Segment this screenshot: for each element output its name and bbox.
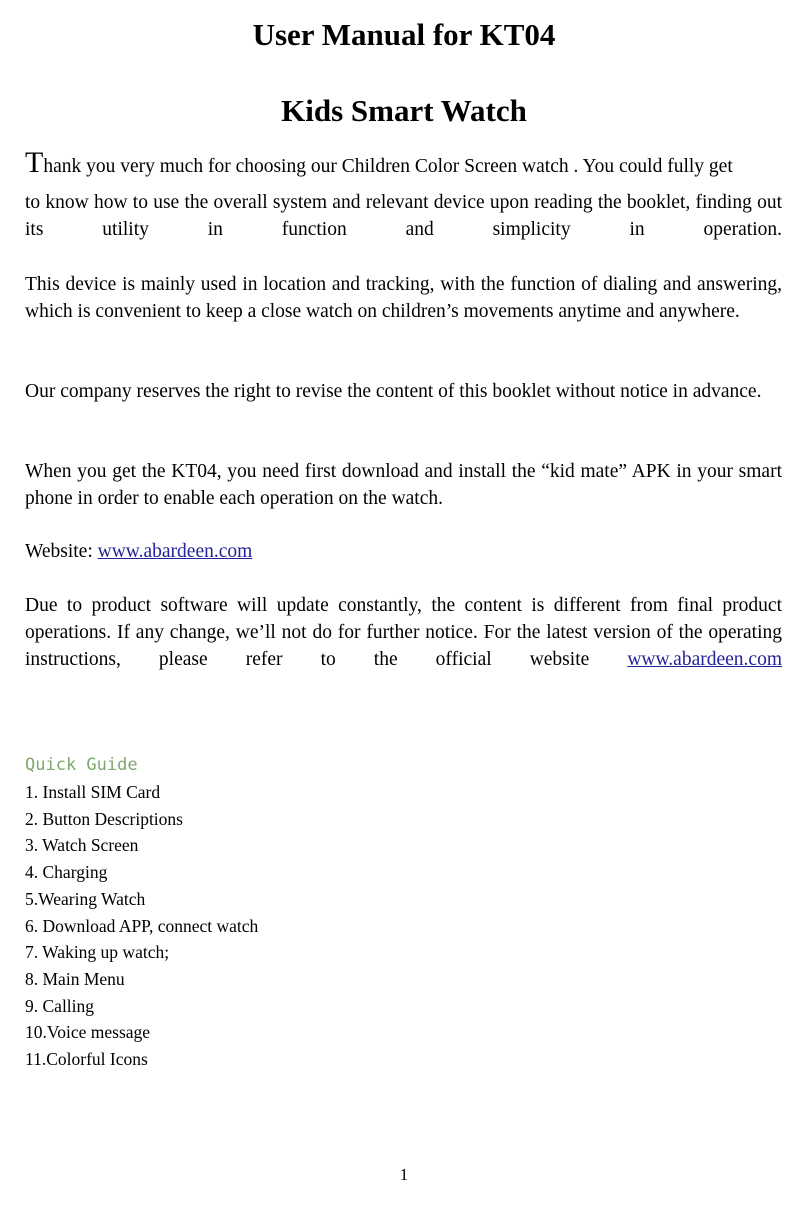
- intro-dropcap: T: [25, 146, 44, 179]
- list-item: 9. Calling: [25, 995, 95, 1016]
- update-text: Due to product software will update constantly, the content is different from final product operations. If any change, we’ll not do for further notice. For the latest version of the operating instructions, please refer to the official website: [25, 595, 782, 670]
- list-item: 4. Charging: [25, 862, 108, 883]
- list-item: 10.Voice message: [25, 1022, 151, 1043]
- product-subtitle: Kids Smart Watch: [281, 93, 527, 128]
- intro-rest: to know how to use the overall system and relevant device upon reading the booklet, finding out its utility in function and simplicity in operation.: [25, 192, 782, 240]
- apk-paragraph: When you get the KT04, you need first download and install the “kid mate” APK in your smart phone in order to enable each operation on the watch.: [25, 461, 782, 509]
- rights-paragraph: Our company reserves the right to revise the content of this booklet without notice in advance.: [25, 381, 762, 402]
- list-item: 1. Install SIM Card: [25, 782, 161, 802]
- list-item: 6. Download APP, connect watch: [25, 915, 259, 936]
- website-line: [25, 538, 782, 565]
- intro-paragraph: [25, 146, 782, 243]
- list-item: 3. Watch Screen: [25, 835, 139, 856]
- update-paragraph: [25, 592, 782, 673]
- device-paragraph: This device is mainly used in location and tracking, with the function of dialing and answering, which is convenient to keep a close watch on children’s movements anytime and anywhere.: [25, 274, 782, 322]
- quick-guide-title: Quick Guide: [25, 755, 138, 775]
- page-number: 1: [399, 1165, 409, 1184]
- quick-guide-list: [25, 779, 258, 1073]
- website-label: Website:: [25, 541, 98, 562]
- manual-title: User Manual for KT04: [252, 17, 556, 52]
- list-item: 5.Wearing Watch: [25, 888, 146, 909]
- list-item: 8. Main Menu: [25, 968, 125, 989]
- list-item: 2. Button Descriptions: [25, 808, 183, 829]
- website-link[interactable]: www.abardeen.com: [97, 541, 253, 562]
- intro-first-line: hank you very much for choosing our Children Color Screen watch . You could fully get: [43, 156, 733, 177]
- list-item: 11.Colorful Icons: [25, 1049, 148, 1070]
- official-website-link[interactable]: www.abardeen.com: [627, 649, 782, 670]
- list-item: 7. Waking up watch;: [25, 942, 170, 963]
